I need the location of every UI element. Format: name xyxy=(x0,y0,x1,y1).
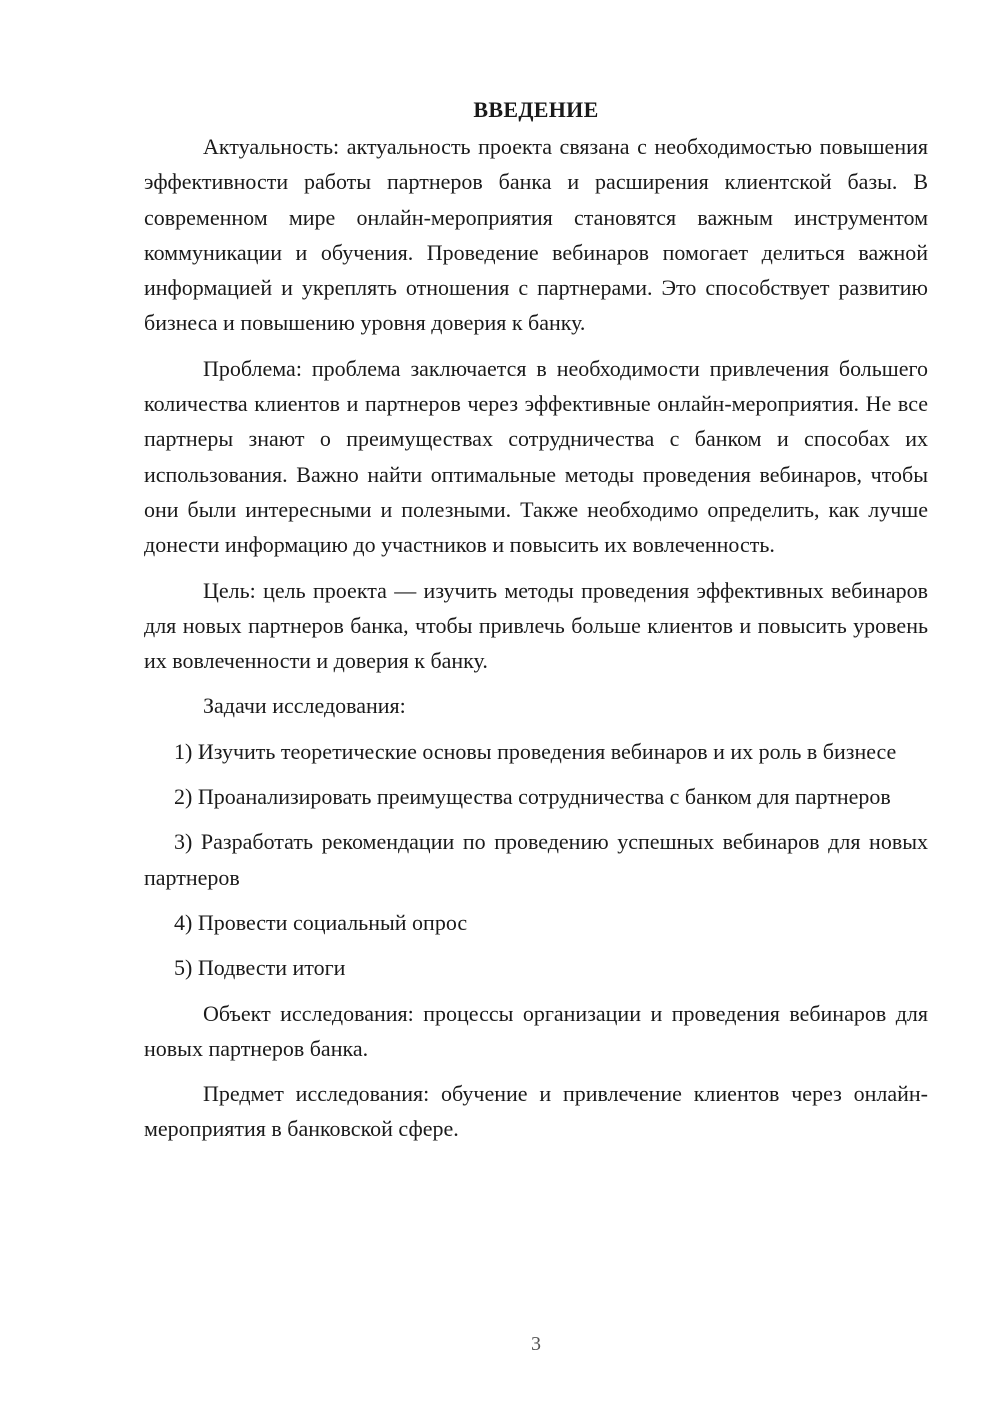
problem-paragraph: Проблема: проблема заключается в необходимости привлечения большего количества клиентов и партнеров через эффективные онлайн-мероприятия. Не все партнеры знают о преимуществах сотрудничества с банком и способах их использования. Важно найти оптимальные методы проведения вебинаров, чтобы они были интересными и полезными. Также необходимо определить, как лучше донести информацию до участников и повысить их вовлеченность. xyxy=(144,355,928,558)
relevance-paragraph: Актуальность: актуальность проекта связана с необходимостью повышения эффективности работы партнеров банка и расширения клиентской базы. В современном мире онлайн-мероприятия становятся важным инструментом коммуникации и обучения. Проведение вебинаров помогает делиться важной информацией и укреплять отношения с партнерами. Это способствует развитию бизнеса и повышению уровня доверия к банку. xyxy=(144,134,928,336)
task-item: 2) Проанализировать преимущества сотрудничества с банком для партнеров xyxy=(174,784,891,810)
task-item: 3) Разработать рекомендации по проведению успешных вебинаров для новых партнеров xyxy=(144,829,928,890)
subject-paragraph: Предмет исследования: обучение и привлечение клиентов через онлайн-мероприятия в банковской сфере. xyxy=(144,1081,928,1142)
page-number: 3 xyxy=(531,1333,541,1355)
goal-paragraph: Цель: цель проекта — изучить методы проведения эффективных вебинаров для новых партнеров банка, чтобы привлечь больше клиентов и повысить уровень их вовлеченности и доверия к банку. xyxy=(144,577,928,674)
task-item: 4) Провести социальный опрос xyxy=(174,909,468,935)
task-item: 5) Подвести итоги xyxy=(174,955,346,981)
tasks-heading: Задачи исследования: xyxy=(203,693,406,719)
section-title: ВВЕДЕНИЕ xyxy=(473,97,599,122)
object-paragraph: Объект исследования: процессы организации и проведения вебинаров для новых партнеров банка. xyxy=(144,1000,928,1061)
document-page xyxy=(144,92,928,1157)
task-item: 1) Изучить теоретические основы проведения вебинаров и их роль в бизнесе xyxy=(174,738,897,764)
